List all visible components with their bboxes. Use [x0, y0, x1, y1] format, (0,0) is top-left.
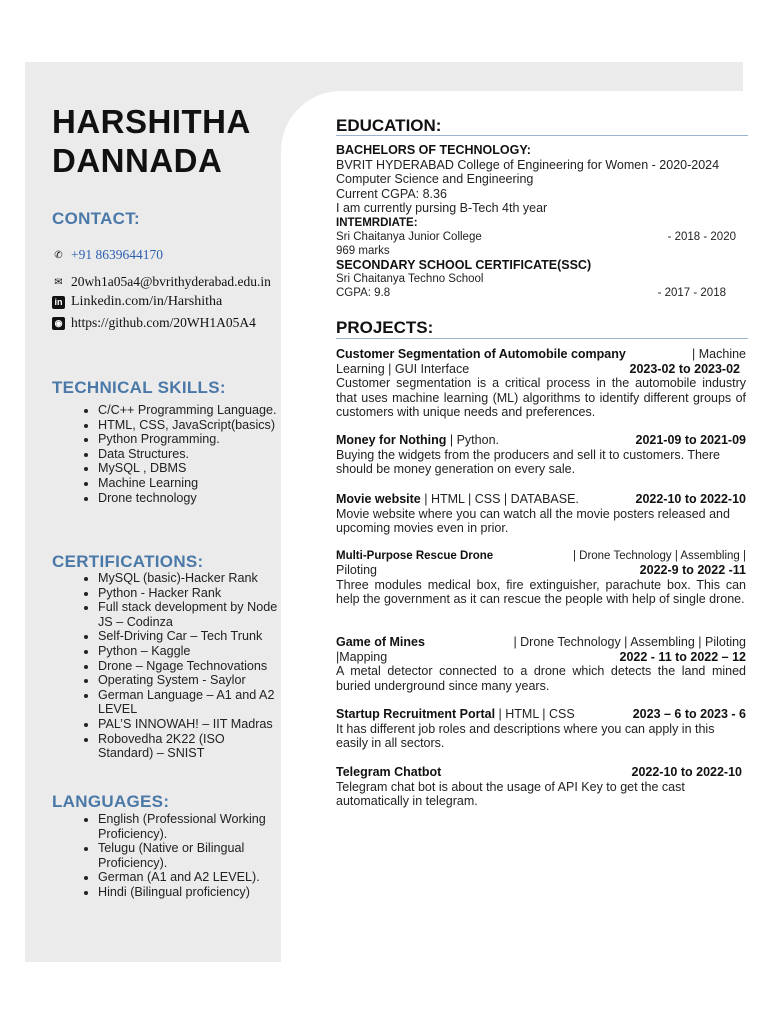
project-item [336, 492, 746, 536]
projects-divider [336, 338, 748, 339]
list-item: • C/C++ Programming Language. [98, 403, 278, 418]
github-row [52, 315, 256, 331]
candidate-name: HARSHITHA DANNADA [52, 103, 251, 179]
list-item: • Data Structures. [98, 447, 278, 462]
phone-icon: ✆ [54, 249, 63, 261]
phone-number: +91 8639644170 [71, 247, 163, 262]
list-item: • Machine Learning [98, 476, 278, 491]
project-tech: | HTML | CSS | DATABASE. [420, 492, 579, 506]
list-item: • German Language – A1 and A2 LEVEL [98, 688, 278, 717]
list-item: • Full stack development by Node JS – Codinza [98, 600, 278, 629]
skills-list [50, 403, 278, 505]
project-item [336, 347, 746, 420]
project-tech: |Mapping [336, 649, 388, 664]
list-item: • PAL’S INNOWAH! – IIT Madras [98, 717, 278, 732]
project-dates: 2021-09 to 2021-09 [635, 433, 746, 447]
email-icon: ✉ [54, 276, 63, 288]
project-dates: 2022 - 11 to 2022 – 12 [619, 649, 746, 664]
projects-heading: PROJECTS: [336, 318, 434, 337]
list-item: • MySQL , DBMS [98, 461, 278, 476]
linkedin-icon: in [52, 296, 65, 309]
list-item: • Self-Driving Car – Tech Trunk [98, 629, 278, 644]
project-description: It has different job roles and descriptions where you can apply in this easily in all sectors. [336, 721, 715, 750]
list-item: • Drone – Ngage Technovations [98, 659, 278, 674]
btech-line: Computer Science and Engineering [336, 172, 534, 186]
inter-marks: 969 marks [336, 244, 390, 257]
linkedin-link[interactable]: Linkedin.com/in/Harshitha [71, 294, 223, 309]
project-tech: | HTML | CSS [495, 707, 575, 721]
project-tech: | Machine [692, 347, 746, 361]
project-dates: 2022-10 to 2022-10 [635, 492, 746, 506]
ssc-cgpa: CGPA: 9.8 [336, 287, 391, 299]
github-link[interactable]: https://github.com/20WH1A05A4 [71, 315, 256, 330]
project-title: Customer Segmentation of Automobile company [336, 347, 626, 361]
btech-line: I am currently pursing B-Tech 4th year [336, 201, 548, 215]
btech-line: BVRIT HYDERABAD College of Engineering for Women - 2020-2024 [336, 157, 720, 172]
project-description: Customer segmentation is a critical process in the automobile industry that uses machine learning (ML) algorithms to identify different groups of customers with unique needs and preferences. [336, 376, 746, 419]
project-item [336, 433, 746, 477]
project-description: Three modules medical box, fire extinguisher, parachute box. This can help the government as it can rescue the people with help of single drone. [336, 577, 746, 606]
education-section [336, 143, 746, 300]
project-tech: | Python. [446, 433, 499, 447]
project-dates: 2023 – 6 to 2023 - 6 [632, 707, 746, 721]
list-item: • Hindi (Bilingual proficiency) [98, 885, 283, 900]
list-item: • Python Programming. [98, 432, 278, 447]
email-row [52, 274, 271, 290]
linkedin-row [52, 294, 222, 310]
list-item: • Python – Kaggle [98, 644, 278, 659]
project-item [336, 635, 746, 693]
project-item [336, 765, 746, 809]
btech-line: Current CGPA: 8.36 [336, 186, 447, 201]
ssc-title: SECONDARY SCHOOL CERTIFICATE(SSC) [336, 257, 592, 272]
list-item: • MySQL (basic)-Hacker Rank [98, 571, 278, 586]
inter-years: - 2018 - 2020 [667, 230, 736, 243]
project-title: Movie website [336, 492, 421, 506]
ssc-years: - 2017 - 2018 [657, 287, 726, 299]
inter-title: INTEMRDIATE: [336, 216, 418, 229]
project-dates: 2023-02 to 2023-02 [629, 361, 740, 376]
project-title: Startup Recruitment Portal [336, 707, 496, 721]
skills-heading: TECHNICAL SKILLS: [52, 378, 226, 397]
project-title: Multi-Purpose Rescue Drone [336, 550, 494, 562]
project-tech: Learning | GUI Interface [336, 361, 470, 376]
education-heading: EDUCATION: [336, 116, 442, 135]
project-description: Buying the widgets from the producers and sell it to customers. There should be money generation on every sale. [336, 447, 720, 476]
languages-heading: LANGUAGES: [52, 792, 170, 811]
inter-row [336, 230, 746, 244]
btech-title: BACHELORS OF TECHNOLOGY: [336, 143, 531, 157]
certifications-heading: CERTIFICATIONS: [52, 552, 204, 571]
project-item [336, 549, 746, 607]
list-item: • Operating System - Saylor [98, 673, 278, 688]
project-tech: | Drone Technology | Assembling | [572, 550, 746, 562]
list-item: • Python - Hacker Rank [98, 586, 278, 601]
project-dates: 2022-10 to 2022-10 [631, 765, 742, 779]
inter-college: Sri Chaitanya Junior College [336, 230, 482, 243]
project-title: Game of Mines [336, 635, 425, 649]
decorative-tab [580, 62, 743, 91]
phone-row [52, 247, 163, 263]
ssc-row [336, 286, 746, 300]
project-item [336, 707, 746, 751]
certifications-list [50, 571, 278, 761]
list-item: • Telugu (Native or Bilingual Proficiency). [98, 841, 283, 870]
project-title: Money for Nothing [336, 433, 447, 447]
project-title: Telegram Chatbot [336, 765, 442, 779]
languages-list [50, 812, 283, 900]
project-description: Movie website where you can watch all the movie posters released and upcoming movies even in prior. [336, 506, 730, 535]
list-item: • German (A1 and A2 LEVEL). [98, 870, 283, 885]
project-description: Telegram chat bot is about the usage of API Key to get the cast automatically in telegram. [336, 779, 685, 808]
project-tech: Piloting [336, 563, 377, 577]
list-item: • Drone technology [98, 491, 278, 506]
list-item: • Robovedha 2K22 (ISO Standard) – SNIST [98, 732, 278, 761]
list-item: • English (Professional Working Proficiency). [98, 812, 283, 841]
education-divider [336, 135, 748, 136]
ssc-school: Sri Chaitanya Techno School [336, 273, 484, 285]
project-description: A metal detector connected to a drone which detects the land mined buried underground since many years. [336, 664, 746, 693]
email-address[interactable]: 20wh1a05a4@bvrithyderabad.edu.in [71, 274, 271, 289]
project-dates: 2022-9 to 2022 -11 [639, 563, 746, 577]
github-icon: ◉ [52, 317, 65, 330]
list-item: • HTML, CSS, JavaScript(basics) [98, 418, 278, 433]
contact-heading: CONTACT: [52, 209, 141, 228]
project-tech: | Drone Technology | Assembling | Piloting [513, 635, 746, 649]
